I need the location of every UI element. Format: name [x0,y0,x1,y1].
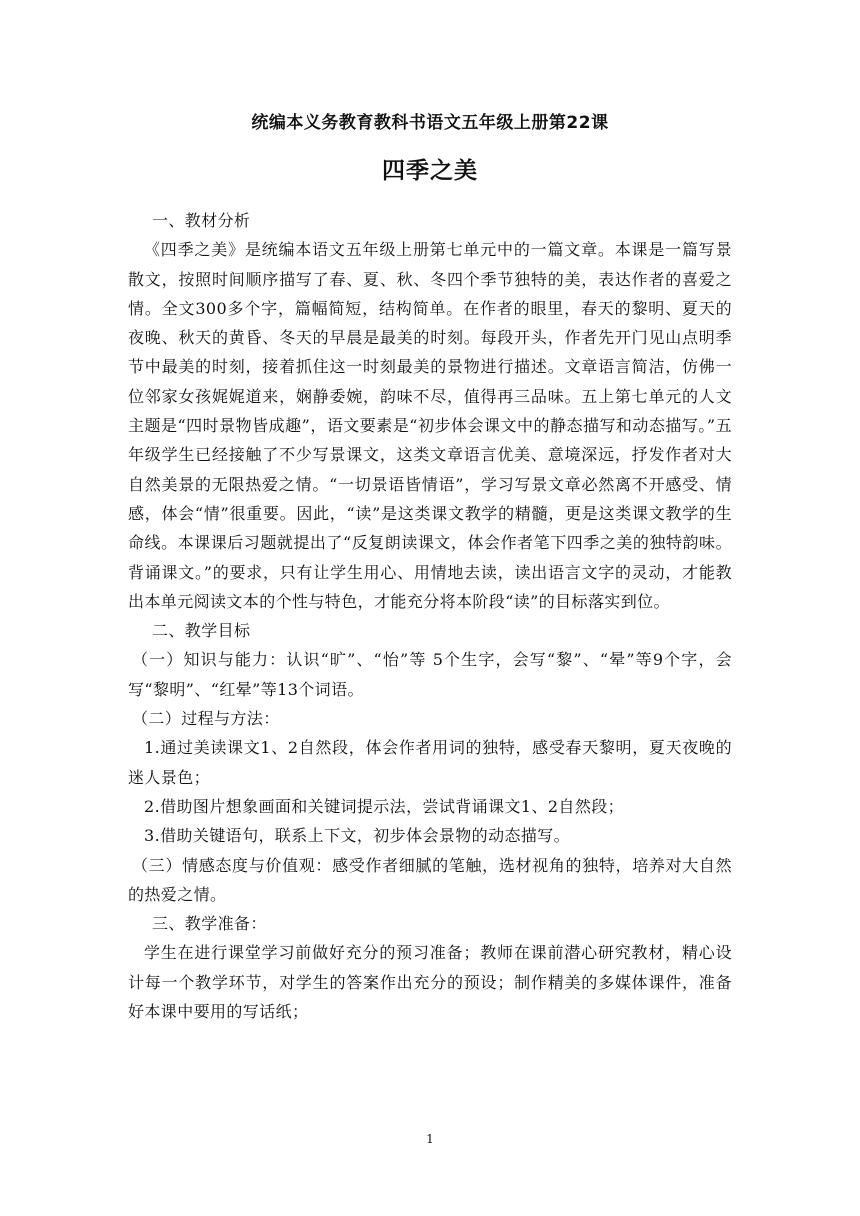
lesson-title: 四季之美 [382,158,478,184]
goal-knowledge: （一）知识与能力：认识“旷”、“怡”等 5个生字，会写“黎”、“晕”等9个字，会写“黎明”、“红晕”等13个词语。 [128,650,732,699]
preparation-paragraph: 学生在进行课堂学习前做好充分的预习准备；教师在课前潜心研究教材，精心设计每一个教学环节，对学生的答案作出充分的预设；制作精美的多媒体课件，准备好本课中要用的写话纸； [128,943,732,1022]
goal-process-item: 2.借助图片想象画面和关键词提示法，尝试背诵课文1、2自然段； [144,796,625,816]
document-body [128,206,732,1026]
page-number: 1 [426,1132,434,1146]
section-heading-preparation: 三、教学准备： [152,914,267,934]
goal-process-item: 3.借助关键语句，联系上下文，初步体会景物的动态描写。 [144,826,571,846]
analysis-paragraph: 《四季之美》是统编本语文五年级上册第七单元中的一篇文章。本课是一篇写景散文，按照时间顺序描写了春、夏、秋、冬四个季节独特的美，表达作者的喜爱之情。全文300多个字，篇幅简短，结构简单。在作者的眼里，春天的黎明、夏天的夜晚、秋天的黄昏、冬天的早晨是最美的时刻。每段开头，作者先开门见山点明季节中最美的时刻，接着抓住这一时刻最美的景物进行描述。文章语言简洁，仿佛一位邻家女孩娓娓道来，娴静委婉，韵味不尽，值得再三品味。五上第七单元的人文主题是“四时景物皆成趣”，语文要素是“初步体会课文中的静态描写和动态描写。”五年级学生已经接触了不少写景课文，这类文章语言优美、意境深远，抒发作者对大自然美景的无限热爱之情。“一切景语皆情语”，学习写景文章必然离不开感受、情感，体会“情”很重要。因此，“读”是这类课文教学的精髓，更是这类课文教学的生命线。本课课后习题就提出了“反复朗读课文，体会作者笔下四季之美的独特韵味。背诵课文。”的要求，只有让学生用心、用情地去读，读出语言文字的灵动，才能教出本单元阅读文本的个性与特色，才能充分将本阶段“读”的目标落实到位。 [128,240,732,611]
goal-emotion: （三）情感态度与价值观：感受作者细腻的笔触，选材视角的独特，培养对大自然的热爱之情。 [128,855,732,904]
section-heading-goals: 二、教学目标 [152,621,251,641]
lesson-subtitle: 统编本义务教育教科书语文五年级上册第22课 [251,113,609,133]
goal-process-heading: （二）过程与方法： [132,709,280,729]
goal-process-item: 1.通过美读课文1、2自然段，体会作者用词的独特，感受春天黎明，夏天夜晚的迷人景色； [128,738,732,787]
section-heading-analysis: 一、教材分析 [152,211,251,230]
